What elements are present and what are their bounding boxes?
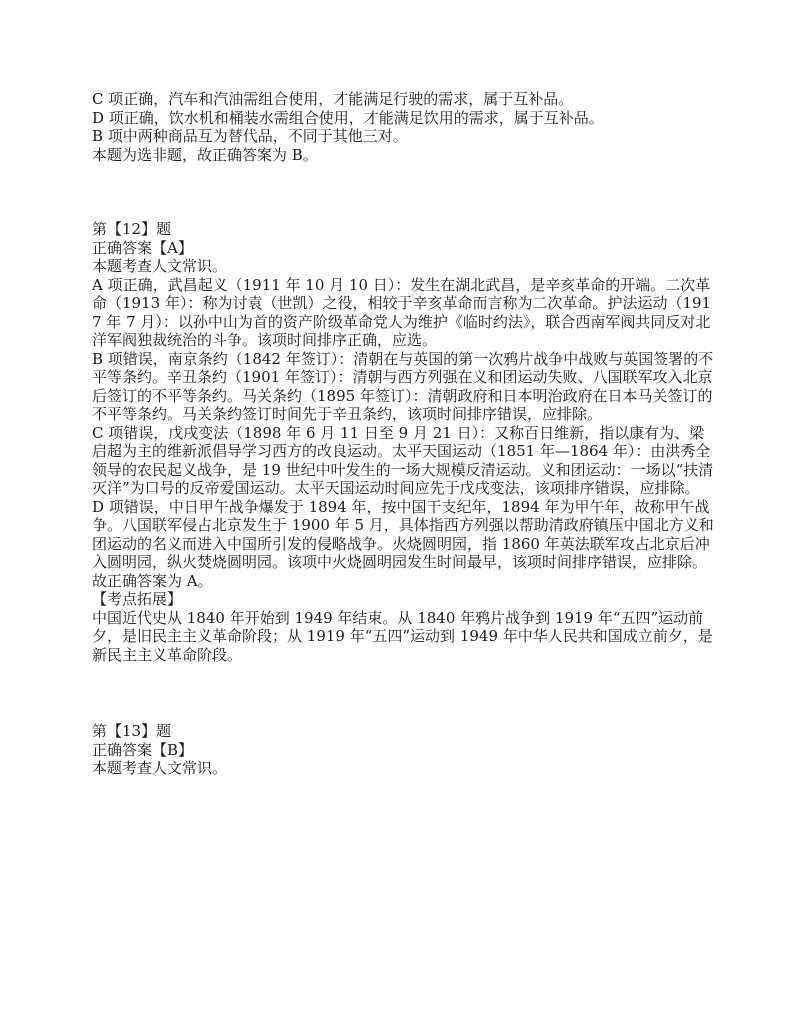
question-12-intro: 本题考查人文常识。	[92, 257, 228, 275]
document-page	[92, 90, 717, 778]
question-13-intro: 本题考查人文常识。	[92, 759, 228, 777]
question-12-answer: 正确答案【A】	[92, 238, 193, 257]
question-12-title: 第【12】题	[92, 220, 172, 238]
question-12-extension-title: 【考点拓展】	[92, 590, 183, 608]
question-12-conclusion: 故正确答案为 A。	[92, 571, 213, 590]
question-12-option-d: D 项错误，中日甲午战争爆发于 1894 年，按中国干支纪年，1894 年为甲午年，故称甲午战争。八国联军侵占北京发生于 1900 年 5 月，具体指西方列强以帮助清政府镇压中国北方义和团运动的名义而进入中国所引发的侵略战争。火烧圆明园，指 1860 年英法联军攻占北京后冲入圆明园，纵火焚烧圆明园。该项中火烧圆明园发生时间最早，该项时间排序错误，应排除。	[92, 497, 714, 571]
question-12-option-b: B 项错误，南京条约（1842 年签订）：清朝在与英国的第一次鸦片战争中战败与英国签署的不平等条约。辛丑条约（1901 年签订）：清朝与西方列强在义和团运动失败、八国联军攻入北京后签订的不平等条约。马关条约（1895 年签订）：清朝政府和日本明治政府在日本马关签订的不平等条约。马关条约签订时间先于辛丑条约，该项时间排序错误，应排除。	[92, 349, 714, 423]
option-c-explanation: C 项正确，汽车和汽油需组合使用，才能满足行驶的需求，属于互补品。	[92, 90, 574, 108]
question-13-answer: 正确答案【B】	[92, 740, 194, 759]
spacer	[92, 164, 717, 220]
question-12-extension-body: 中国近代史从 1840 年开始到 1949 年结束。从 1840 年鸦片战争到 1919 年“五四”运动前夕，是旧民主主义革命阶段；从 1919 年“五四”运动到 1949 年中华人民共和国成立前夕，是新民主主义革命阶段。	[92, 608, 713, 664]
question-12-option-c: C 项错误，戊戌变法（1898 年 6 月 11 日至 9 月 21 日）：又称百日维新，指以康有为、梁启超为主的维新派倡导学习西方的改良运动。太平天国运动（1851 年—1864 年）：由洪秀全领导的农民起义战争，是 19 世纪中叶发生的一场大规模反清运动。义和团运动：一场以“扶清灭洋”为口号的反帝爱国运动。太平天国运动时间应先于戊戌变法，该项排序错误，应排除。	[92, 423, 714, 497]
question-13-title: 第【13】题	[92, 722, 172, 740]
question-12-option-a: A 项正确，武昌起义（1911 年 10 月 10 日）：发生在湖北武昌，是辛亥革命的开端。二次革命（1913 年）：称为讨袁（世凯）之役，相较于辛亥革命而言称为二次革命。护法运动（1917 年 7 月）：以孙中山为首的资产阶级革命党人为维护《临时约法》，联合西南军阀共同反对北洋军阀独裁统治的斗争。该项时间排序正确，应选。	[92, 275, 712, 349]
spacer	[92, 664, 717, 722]
option-d-explanation: D 项正确，饮水机和桶装水需组合使用，才能满足饮用的需求，属于互补品。	[92, 108, 604, 127]
answer-conclusion: 本题为选非题，故正确答案为 B。	[92, 145, 318, 164]
option-b-explanation: B 项中两种商品互为替代品，不同于其他三对。	[92, 127, 408, 145]
